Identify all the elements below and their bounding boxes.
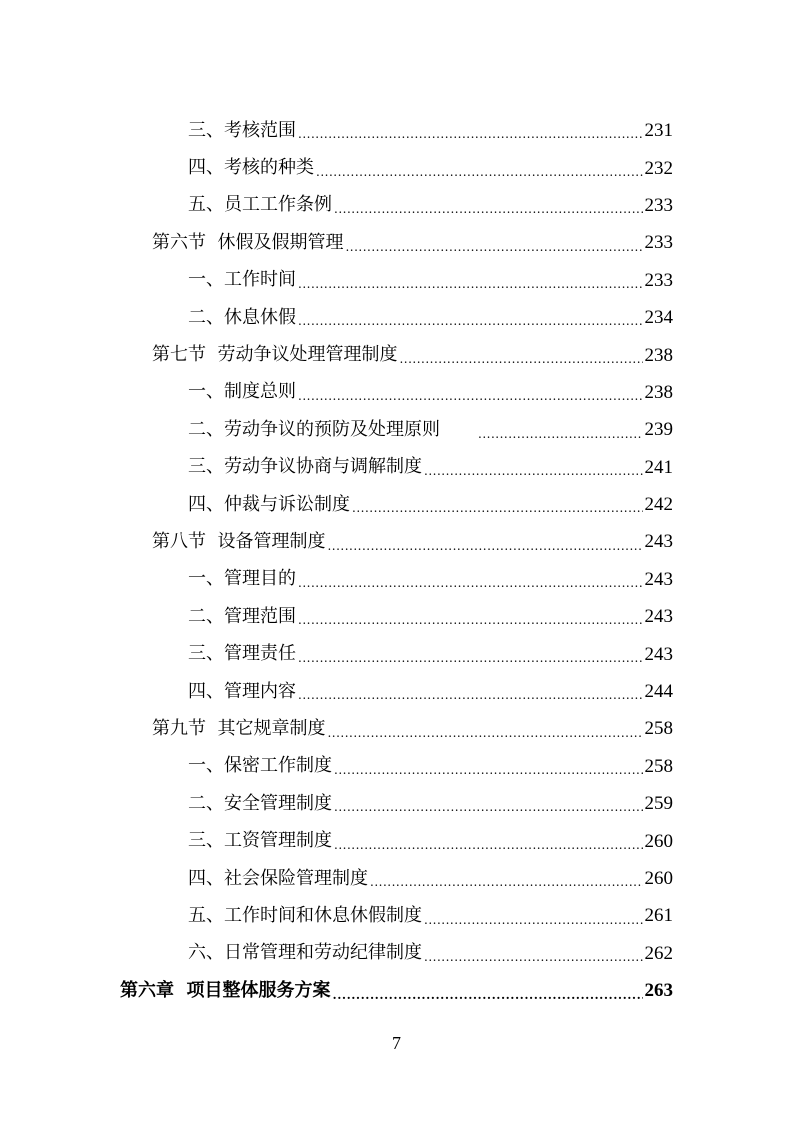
toc-entry-page-number: 261 <box>644 905 673 927</box>
toc-entry[interactable] <box>0 635 793 672</box>
toc-entry-title: 第八节 设备管理制度 <box>152 530 326 552</box>
toc-entry-title: 第六节 休假及假期管理 <box>152 231 344 253</box>
toc-entry[interactable] <box>0 785 793 822</box>
toc-dot-leader <box>327 727 642 748</box>
toc-dot-leader <box>334 203 643 224</box>
toc-dot-leader <box>334 801 643 822</box>
toc-entry-page-number: 233 <box>644 232 673 254</box>
toc-entry-title: 四、仲裁与诉讼制度 <box>188 493 350 515</box>
toc-dot-leader <box>333 989 643 1010</box>
toc-entry-title: 六、日常管理和劳动纪律制度 <box>188 942 422 964</box>
toc-dot-leader <box>327 540 642 561</box>
toc-dot-leader <box>399 353 642 374</box>
toc-entry-page-number: 243 <box>644 643 673 665</box>
toc-dot-leader <box>298 652 643 673</box>
toc-entry[interactable] <box>0 523 793 560</box>
toc-dot-leader <box>298 128 643 149</box>
toc-entry-page-number: 262 <box>644 942 673 964</box>
toc-entry[interactable] <box>0 374 793 411</box>
toc-entry[interactable] <box>0 561 793 598</box>
toc-dot-leader <box>334 839 643 860</box>
toc-dot-leader <box>298 315 643 336</box>
toc-dot-leader <box>298 390 643 411</box>
toc-entry-page-number: 242 <box>644 494 673 516</box>
toc-entry-title: 三、考核范围 <box>188 119 296 141</box>
toc-entry-title: 四、社会保险管理制度 <box>188 867 368 889</box>
toc-entry[interactable] <box>0 822 793 859</box>
toc-entry-page-number: 244 <box>644 681 673 703</box>
toc-entry[interactable] <box>0 897 793 934</box>
toc-entry-page-number: 233 <box>644 194 673 216</box>
toc-dot-leader <box>424 951 643 972</box>
toc-entry-title: 第六章 项目整体服务方案 <box>120 979 331 1001</box>
toc-entry-page-number: 259 <box>644 793 673 815</box>
toc-entry-title: 一、管理目的 <box>188 568 296 590</box>
toc-entry-title: 一、工作时间 <box>188 269 296 291</box>
toc-entry[interactable] <box>0 411 793 448</box>
toc-entry[interactable] <box>0 224 793 261</box>
toc-entry[interactable] <box>0 299 793 336</box>
toc-entry[interactable] <box>0 112 793 149</box>
toc-entry-title: 一、制度总则 <box>188 381 296 403</box>
toc-entry-page-number: 238 <box>644 344 673 366</box>
toc-dot-leader <box>370 876 643 897</box>
toc-entry-page-number: 241 <box>644 456 673 478</box>
toc-entry-title: 二、安全管理制度 <box>188 792 332 814</box>
toc-entry[interactable] <box>0 149 793 186</box>
toc-entry-page-number: 239 <box>644 419 673 441</box>
toc-entry-page-number: 243 <box>644 606 673 628</box>
toc-entry-title: 五、工作时间和休息休假制度 <box>188 904 422 926</box>
toc-entry-title: 五、员工工作条例 <box>188 194 332 216</box>
toc-entry-page-number: 243 <box>644 568 673 590</box>
toc-dot-leader <box>298 577 643 598</box>
toc-entry[interactable] <box>0 710 793 747</box>
toc-dot-leader <box>352 502 643 523</box>
toc-dot-leader <box>316 166 643 187</box>
toc-dot-leader <box>478 428 643 449</box>
toc-entry[interactable] <box>0 598 793 635</box>
toc-entry[interactable] <box>0 972 793 1010</box>
toc-entry-title: 四、管理内容 <box>188 680 296 702</box>
toc-dot-leader <box>298 278 643 299</box>
toc-entry[interactable] <box>0 935 793 972</box>
toc-entry[interactable] <box>0 262 793 299</box>
toc-entry[interactable] <box>0 336 793 373</box>
toc-entry[interactable] <box>0 449 793 486</box>
toc-entry-page-number: 258 <box>644 718 673 740</box>
toc-entry-page-number: 258 <box>644 755 673 777</box>
toc-entry[interactable] <box>0 673 793 710</box>
toc-entry-title: 二、劳动争议的预防及处理原则 <box>188 418 440 440</box>
toc-entry[interactable] <box>0 860 793 897</box>
toc-dot-leader <box>334 764 643 785</box>
toc-entry-title: 三、工资管理制度 <box>188 830 332 852</box>
toc-entry-title: 四、考核的种类 <box>188 157 314 179</box>
page-footer-number: 7 <box>392 1033 401 1053</box>
toc-dot-leader <box>298 614 643 635</box>
toc-dot-leader <box>424 465 643 486</box>
toc-entry-page-number: 243 <box>644 531 673 553</box>
toc-entry-page-number: 238 <box>644 381 673 403</box>
toc-dot-leader <box>298 689 643 710</box>
toc-entry-page-number: 233 <box>644 269 673 291</box>
toc-entry[interactable] <box>0 486 793 523</box>
toc-entry-title: 第七节 劳动争议处理管理制度 <box>152 344 398 366</box>
toc-entry-title: 一、保密工作制度 <box>188 755 332 777</box>
table-of-contents <box>0 112 793 1010</box>
toc-entry-title: 二、休息休假 <box>188 306 296 328</box>
toc-entry-page-number: 232 <box>644 157 673 179</box>
toc-entry-page-number: 234 <box>644 307 673 329</box>
toc-entry-title: 三、管理责任 <box>188 643 296 665</box>
toc-entry[interactable] <box>0 748 793 785</box>
toc-entry-title: 二、管理范围 <box>188 605 296 627</box>
toc-entry-title: 三、劳动争议协商与调解制度 <box>188 456 422 478</box>
toc-entry-page-number: 263 <box>644 980 673 1002</box>
toc-entry-page-number: 260 <box>644 830 673 852</box>
toc-entry-title: 第九节 其它规章制度 <box>152 717 326 739</box>
toc-dot-leader <box>424 914 643 935</box>
toc-dot-leader <box>345 241 642 262</box>
toc-entry-page-number: 260 <box>644 868 673 889</box>
toc-entry[interactable] <box>0 187 793 224</box>
toc-entry-page-number: 231 <box>644 120 673 142</box>
